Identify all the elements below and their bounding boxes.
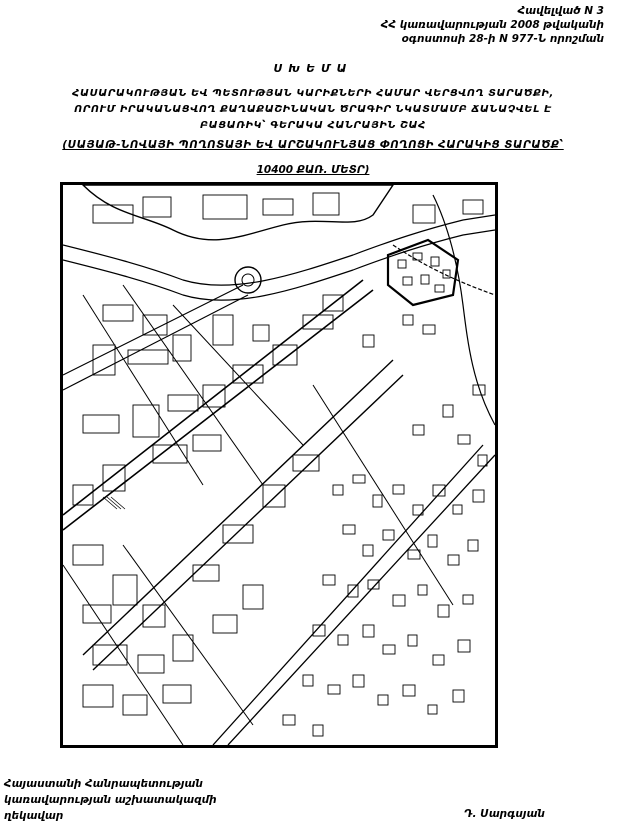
heading-line-3: ԲԱՑԱՌԻԿ՝ ԳԵՐԱԿԱ ՀԱՆՐԱՅԻՆ ՇԱՀ	[199, 120, 427, 131]
appendix-reference	[381, 4, 604, 46]
appendix-decree: ՀՀ կառավարության 2008 թվականի	[380, 19, 604, 31]
site-map	[60, 182, 498, 748]
document-title: ՍԽԵՄԱ	[273, 62, 353, 75]
footer-line-2: կառավարության աշխատակազմի	[4, 794, 217, 806]
footer-line-3: ղեկավար	[4, 810, 64, 822]
subtitle-area: 10400 ՔԱՌ. ՄԵՏՐ)	[256, 164, 370, 176]
signatory-name: Դ. Սարգսյան	[464, 808, 545, 820]
appendix-date: օգոստոսի 28-ի N 977-Ն որոշման	[401, 33, 604, 45]
footer-line-1: Հայաստանի Հանրապետության	[4, 778, 203, 790]
heading-line-2: ՈՐՈՒՄ ԻՐԱԿԱՆԱՑՎՈՂ ՔԱՂԱՔԱՇԻՆԱԿԱՆ ԾՐԱԳԻՐ ՆԿԱՏՄԱՄԲ ՃԱՆԱՉՎԵԼ Է	[74, 104, 552, 115]
subtitle-location: (ՍԱՅԱԹ-ՆՈՎԱՅԻ ՊՈՂՈՏԱՅԻ ԵՎ ԱՐՇԱԿՈՒՆՅԱՑ ՓՈՂՈՑԻ ՀԱՐԱԿԻՑ ՏԱՐԱԾՔ՝	[62, 139, 564, 151]
appendix-number: Հավելված N 3	[517, 5, 604, 17]
footer-signatory-title	[4, 776, 217, 824]
map-drawing	[63, 185, 495, 745]
heading-line-1: ՀԱՍԱՐԱԿՈՒԹՅԱՆ ԵՎ ՊԵՏՈՒԹՅԱՆ ԿԱՐԻՔՆԵՐԻ ՀԱՄԱՐ ՎԵՐՑՎՈՂ ՏԱՐԱԾՔԻ,	[72, 88, 554, 99]
